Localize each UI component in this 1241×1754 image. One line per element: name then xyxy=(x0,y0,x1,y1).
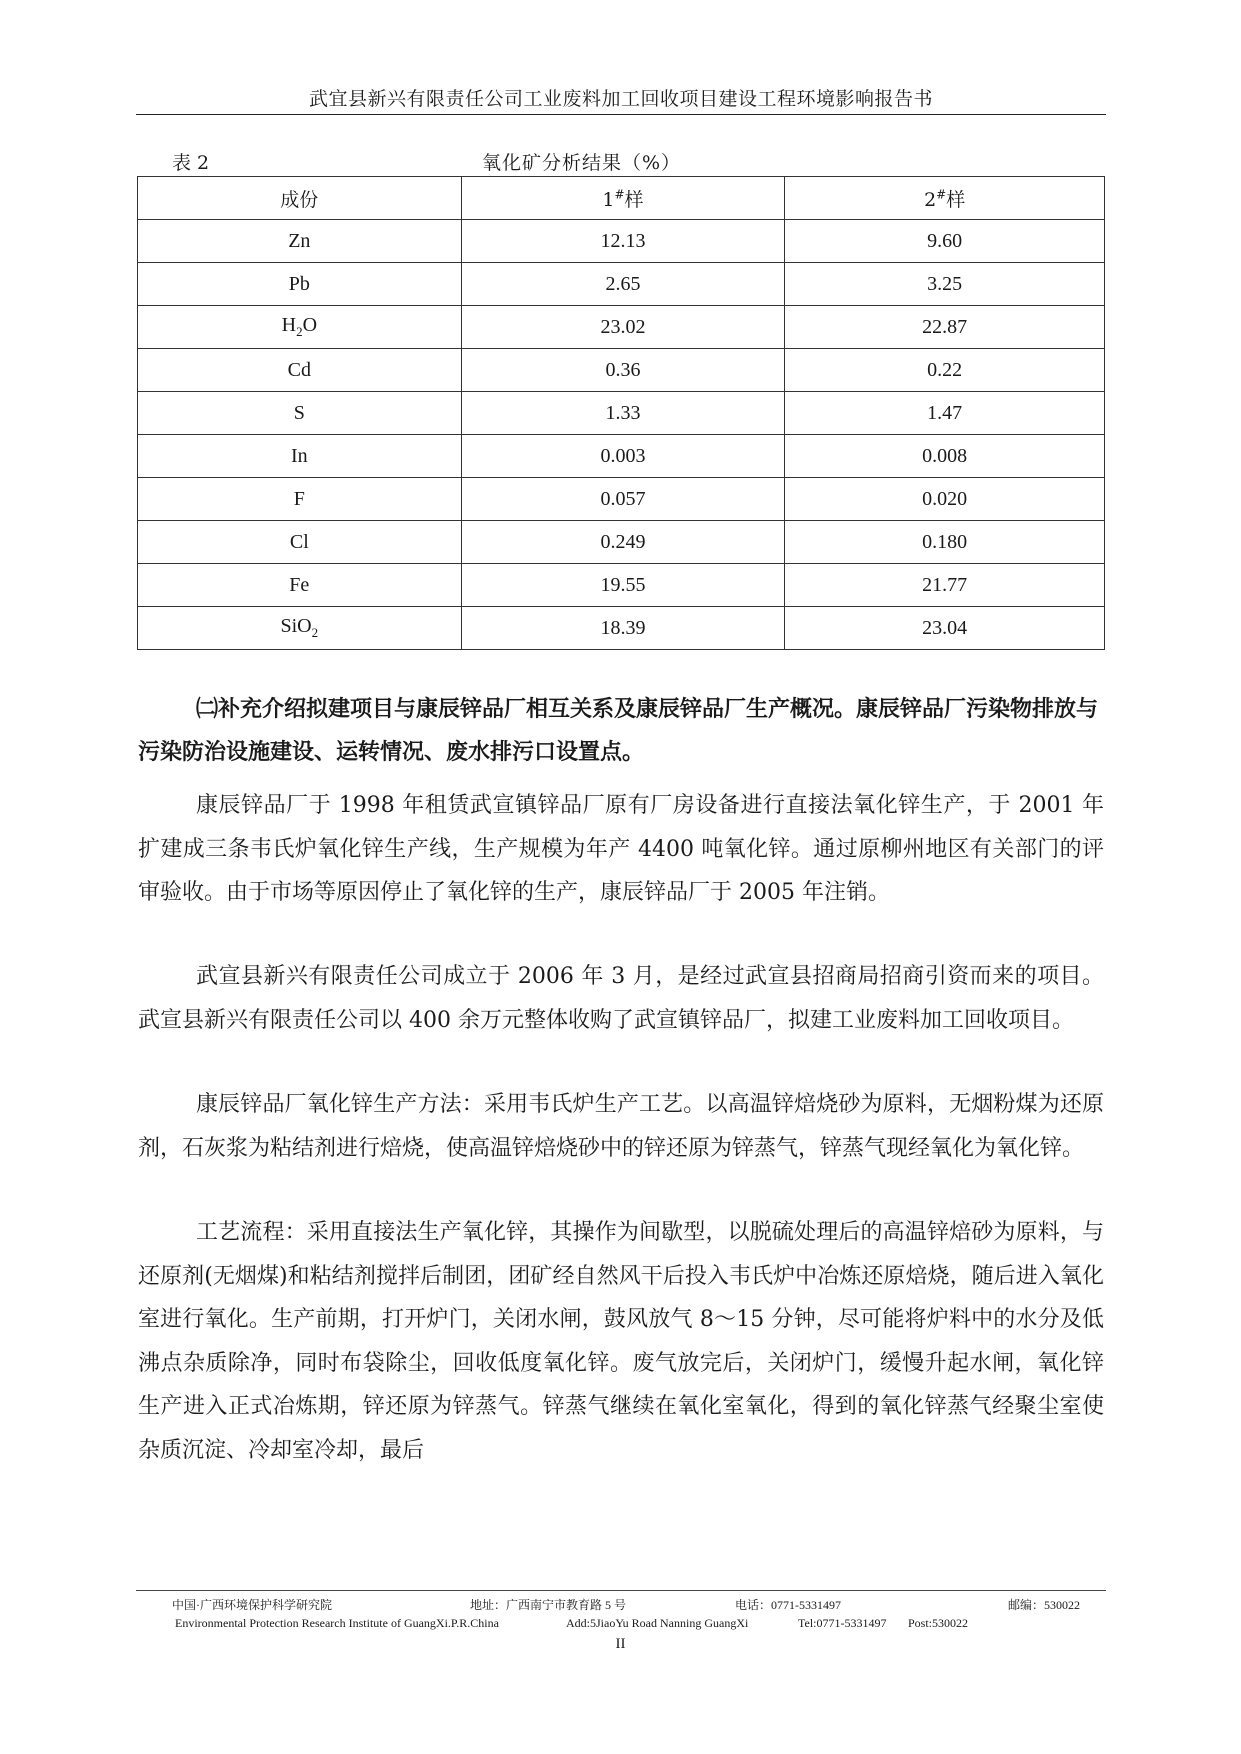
footer-address-en: Add:5JiaoYu Road Nanning GuangXi xyxy=(566,1616,749,1630)
table-row xyxy=(138,392,1105,435)
cell-component: $H_2O$ xyxy=(138,306,462,349)
table-row xyxy=(138,564,1105,607)
cell-component: Cl xyxy=(138,521,462,564)
table-caption: 氧化矿分析结果（%） xyxy=(482,152,682,174)
cell-sample-2: 0.020 xyxy=(785,478,1105,521)
table-row xyxy=(138,478,1105,521)
table-row xyxy=(138,435,1105,478)
cell-sample-2: 1.47 xyxy=(785,392,1105,435)
analysis-table xyxy=(137,176,1105,650)
footer-tel-en: Tel:0771-5331497 xyxy=(798,1616,887,1630)
cell-sample-2: 0.008 xyxy=(785,435,1105,478)
cell-sample-1: 23.02 xyxy=(461,306,785,349)
table-row xyxy=(138,521,1105,564)
footer-address-cn: 地址：广西南宁市教育路 5 号 xyxy=(470,1598,627,1612)
footer-post-cn: 邮编：530022 xyxy=(1008,1598,1081,1612)
paragraph-1: 康辰锌品厂于 1998 年租赁武宣镇锌品厂原有厂房设备进行直接法氧化锌生产，于 2001 年扩建成三条韦氏炉氧化锌生产线，生产规模为年产 4400 吨氧化锌。通过原柳州地区有关部门的评审验收。由于市场等原因停止了氧化锌的生产，康辰锌品厂于 2005 年注销。 xyxy=(138,793,1104,905)
table-row xyxy=(138,306,1105,349)
cell-sample-1: 0.36 xyxy=(461,349,785,392)
table-row xyxy=(138,220,1105,263)
page-number: II xyxy=(615,1636,626,1652)
cell-component: Zn xyxy=(138,220,462,263)
header-cell-component: 成份 xyxy=(138,177,462,220)
table-row xyxy=(138,349,1105,392)
paragraph-2: 武宣县新兴有限责任公司成立于 2006 年 3 月，是经过武宣县招商局招商引资而来的项目。武宣县新兴有限责任公司以 400 余万元整体收购了武宣镇锌品厂，拟建工业废料加工回收项目。 xyxy=(138,964,1104,1033)
footer-org-en: Environmental Protection Research Institute of GuangXi.P.R.China xyxy=(175,1616,499,1630)
footer-post-en: Post:530022 xyxy=(908,1616,969,1630)
cell-component: Pb xyxy=(138,263,462,306)
footer-tel-cn: 电话：0771-5331497 xyxy=(735,1598,841,1612)
table-label: 表 2 xyxy=(172,152,210,174)
cell-sample-1: 0.057 xyxy=(461,478,785,521)
cell-component: Cd xyxy=(138,349,462,392)
cell-sample-1: 19.55 xyxy=(461,564,785,607)
footer-org-cn: 中国·广西环境保护科学研究院 xyxy=(172,1598,332,1612)
cell-sample-2: 22.87 xyxy=(785,306,1105,349)
cell-sample-1: 12.13 xyxy=(461,220,785,263)
header-cell-sample-1: 1#样 xyxy=(461,177,785,220)
table-header-row xyxy=(138,177,1105,220)
cell-component: Fe xyxy=(138,564,462,607)
cell-component: In xyxy=(138,435,462,478)
cell-component: SiO$_2$ xyxy=(138,607,462,650)
table-row xyxy=(138,607,1105,650)
cell-sample-2: 0.180 xyxy=(785,521,1105,564)
page-header-title: 武宜县新兴有限责任公司工业废料加工回收项目建设工程环境影响报告书 xyxy=(308,88,933,110)
section-heading: ㈡补充介绍拟建项目与康辰锌品厂相互关系及康辰锌品厂生产概况。康辰锌品厂污染物排放与污染防治设施建设、运转情况、废水排污口设置点。 xyxy=(138,697,1099,765)
cell-sample-2: 21.77 xyxy=(785,564,1105,607)
header-cell-sample-2: 2#样 xyxy=(785,177,1105,220)
cell-sample-1: 18.39 xyxy=(461,607,785,650)
cell-sample-1: 0.003 xyxy=(461,435,785,478)
table-row xyxy=(138,263,1105,306)
paragraph-4: 工艺流程：采用直接法生产氧化锌，其操作为间歇型，以脱硫处理后的高温锌焙砂为原料，与还原剂(无烟煤)和粘结剂搅拌后制团，团矿经自然风干后投入韦氏炉中冶炼还原焙烧，随后进入氧化室进行氧化。生产前期，打开炉门，关闭水闸，鼓风放气 8～15 分钟，尽可能将炉料中的水分及低沸点杂质除净，同时布袋除尘，回收低度氧化锌。废气放完后，关闭炉门，缓慢升起水闸，氧化锌生产进入正式冶炼期，锌还原为锌蒸气。锌蒸气继续在氧化室氧化，得到的氧化锌蒸气经聚尘室使杂质沉淀、冷却室冷却，最后 xyxy=(138,1220,1104,1463)
cell-sample-1: 1.33 xyxy=(461,392,785,435)
cell-sample-2: 9.60 xyxy=(785,220,1105,263)
cell-sample-2: 23.04 xyxy=(785,607,1105,650)
paragraph-3: 康辰锌品厂氧化锌生产方法：采用韦氏炉生产工艺。以高温锌焙烧砂为原料，无烟粉煤为还原剂，石灰浆为粘结剂进行焙烧，使高温锌焙烧砂中的锌还原为锌蒸气，锌蒸气现经氧化为氧化锌。 xyxy=(138,1092,1104,1161)
cell-sample-1: 2.65 xyxy=(461,263,785,306)
cell-component: F xyxy=(138,478,462,521)
cell-sample-2: 0.22 xyxy=(785,349,1105,392)
footer-rule xyxy=(136,1590,1106,1591)
cell-component: S xyxy=(138,392,462,435)
cell-sample-1: 0.249 xyxy=(461,521,785,564)
cell-sample-2: 3.25 xyxy=(785,263,1105,306)
header-rule xyxy=(136,114,1106,115)
